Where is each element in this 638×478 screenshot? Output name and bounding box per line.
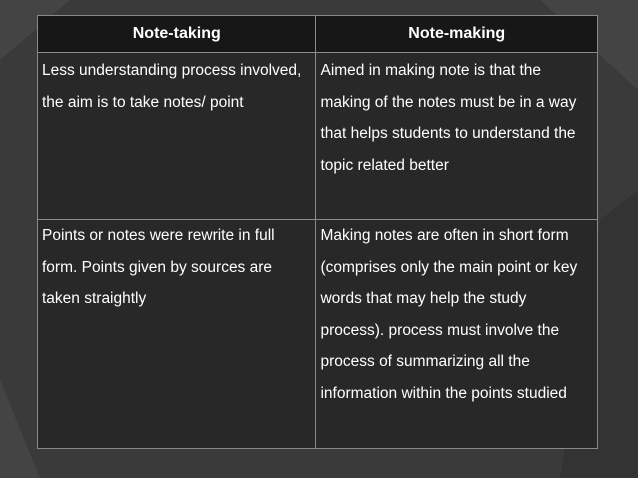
table-row <box>38 220 598 449</box>
table-header-row <box>38 16 598 53</box>
cell-note-taking-form: Points or notes were rewrite in full form. Points given by sources are taken straightly <box>38 220 316 449</box>
cell-note-making-form: Making notes are often in short form (comprises only the main point or key words that may help the study process). process must involve the process of summarizing all the information within the points studied <box>316 220 598 449</box>
comparison-table <box>37 15 598 449</box>
table-row <box>38 53 598 220</box>
header-note-taking: Note-taking <box>38 16 316 53</box>
cell-note-making-aim: Aimed in making note is that the making of the notes must be in a way that helps students to understand the topic related better <box>316 53 598 220</box>
header-note-making: Note-making <box>316 16 598 53</box>
cell-note-taking-aim: Less understanding process involved, the aim is to take notes/ point <box>38 53 316 220</box>
